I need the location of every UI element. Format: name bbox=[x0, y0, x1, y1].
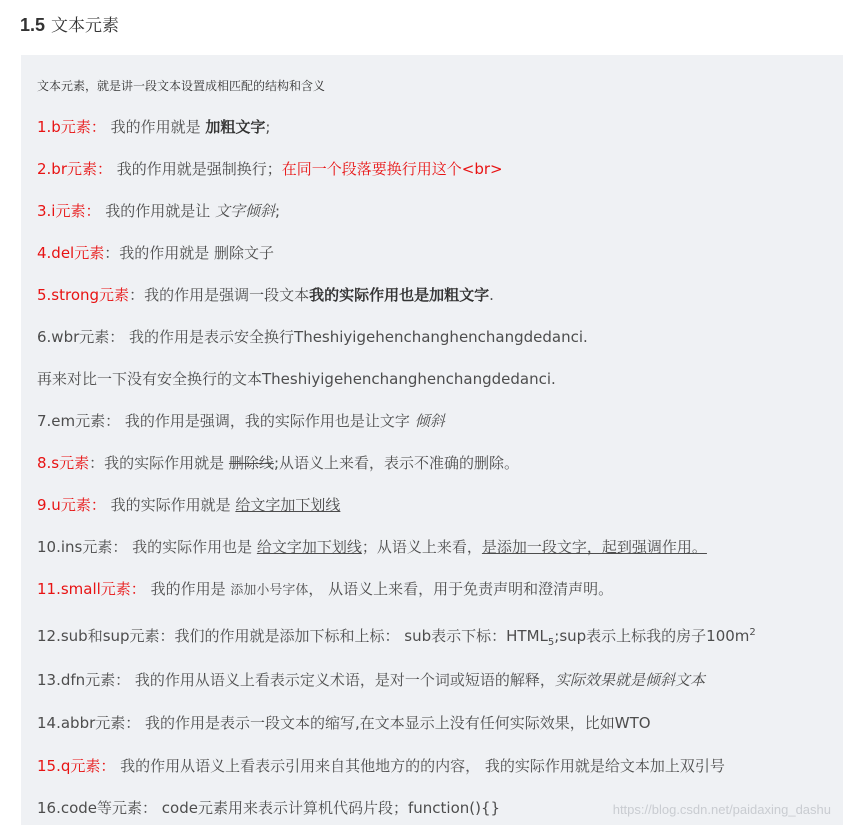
item-b-demo: 加粗文字 bbox=[205, 118, 266, 136]
item-br-note: 在同一个段落要换行用这个<br> bbox=[281, 160, 503, 178]
item-b-label: 1.b元素： bbox=[37, 118, 106, 136]
item-dfn-demo: 实际效果就是倾斜文本 bbox=[554, 671, 705, 689]
item-b-tail: ; bbox=[265, 118, 271, 136]
item-ins bbox=[37, 537, 707, 557]
item-s bbox=[37, 453, 519, 473]
item-strong-label: 5.strong元素 bbox=[37, 286, 130, 304]
item-q-desc: 我的作用从语义上看表示引用来自其他地方的的内容， 我的实际作用就是给文本加上双引号 bbox=[115, 757, 725, 775]
item-s-desc: ：我的实际作用就是 bbox=[89, 454, 229, 472]
item-ins-demo2: 是添加一段文字，起到强调作用。 bbox=[481, 538, 707, 556]
item-del-desc: ：我的作用就是 bbox=[104, 244, 215, 262]
item-strong bbox=[37, 285, 494, 305]
content-panel bbox=[21, 55, 843, 825]
item-ins-demo: 给文字加下划线 bbox=[256, 538, 362, 556]
item-wbr-compare: 再来对比一下没有安全换行的文本Theshiyigehenchanghenchangdedanci. bbox=[37, 370, 556, 388]
item-b bbox=[37, 117, 270, 137]
item-u-demo: 给文字加下划线 bbox=[235, 496, 341, 514]
item-dfn-text: 13.dfn元素： 我的作用从语义上看表示定义术语，是对一个词或短语的解释， bbox=[37, 671, 555, 689]
item-s-label: 8.s元素 bbox=[37, 454, 90, 472]
item-small-tail: ， 从语义上来看，用于免责声明和澄清声明。 bbox=[308, 580, 614, 598]
section-number: 1.5 bbox=[20, 15, 46, 35]
item-code: 16.code等元素： code元素用来表示计算机代码片段；function(){} bbox=[37, 799, 501, 817]
item-i-demo: 文字倾斜 bbox=[215, 202, 276, 220]
item-small bbox=[37, 579, 613, 601]
section-heading bbox=[20, 11, 119, 37]
item-i-desc: 我的作用就是让 bbox=[100, 202, 216, 220]
item-u-label: 9.u元素： bbox=[37, 496, 106, 514]
item-br-label: 2.br元素： bbox=[37, 160, 113, 178]
item-ins-text: 10.ins元素： 我的实际作用也是 bbox=[37, 538, 257, 556]
intro-text: 文本元素，就是讲一段文本设置成相匹配的结构和含义 bbox=[37, 79, 326, 93]
item-em bbox=[37, 411, 445, 431]
item-u bbox=[37, 495, 340, 515]
section-title: 文本元素 bbox=[51, 16, 120, 36]
item-ins-mid: ；从语义上来看， bbox=[361, 538, 482, 556]
item-small-demo: 添加小号字体 bbox=[230, 583, 309, 598]
item-strong-tail: . bbox=[489, 286, 494, 304]
item-em-text: 7.em元素： 我的作用是强调，我的实际作用也是让文字 bbox=[37, 412, 415, 430]
item-s-demo: 删除线 bbox=[228, 454, 274, 472]
item-i bbox=[37, 201, 280, 221]
item-em-demo: 倾斜 bbox=[414, 412, 445, 430]
item-br-desc: 我的作用就是强制换行； bbox=[112, 160, 282, 178]
watermark: https://blog.csdn.net/paidaxing_dashu bbox=[612, 802, 831, 817]
item-del bbox=[37, 243, 274, 263]
item-subsup-sup: 2 bbox=[749, 627, 756, 638]
item-dfn bbox=[37, 670, 705, 690]
item-del-label: 4.del元素 bbox=[37, 244, 105, 262]
item-small-desc: 我的作用是 bbox=[145, 580, 231, 598]
item-small-label: 11.small元素： bbox=[37, 580, 146, 598]
item-u-desc: 我的实际作用就是 bbox=[105, 496, 236, 514]
item-subsup-text: 12.sub和sup元素：我们的作用就是添加下标和上标： sub表示下标：HTML bbox=[37, 627, 548, 645]
item-strong-desc: ：我的作用是强调一段文本 bbox=[129, 286, 310, 304]
item-subsup bbox=[37, 623, 756, 653]
item-strong-demo: 我的实际作用也是加粗文字 bbox=[309, 286, 490, 304]
item-b-desc: 我的作用就是 bbox=[105, 118, 206, 136]
item-br bbox=[37, 159, 503, 179]
item-s-tail: ;从语义上来看，表示不准确的删除。 bbox=[273, 454, 519, 472]
item-wbr: 6.wbr元素： 我的作用是表示安全换行Theshiyigehenchanghenchangdedanci. bbox=[37, 328, 588, 346]
item-q bbox=[37, 756, 725, 776]
item-q-label: 15.q元素： bbox=[37, 757, 116, 775]
item-i-label: 3.i元素： bbox=[37, 202, 101, 220]
item-subsup-sub: 5 bbox=[547, 637, 555, 648]
item-subsup-mid: ;sup表示上标我的房子100m bbox=[554, 627, 750, 645]
item-i-tail: ; bbox=[275, 202, 281, 220]
item-del-demo: 删除文子 bbox=[214, 244, 275, 262]
item-abbr: 14.abbr元素： 我的作用是表示一段文本的缩写,在文本显示上没有任何实际效果，比如WTO bbox=[37, 714, 651, 732]
